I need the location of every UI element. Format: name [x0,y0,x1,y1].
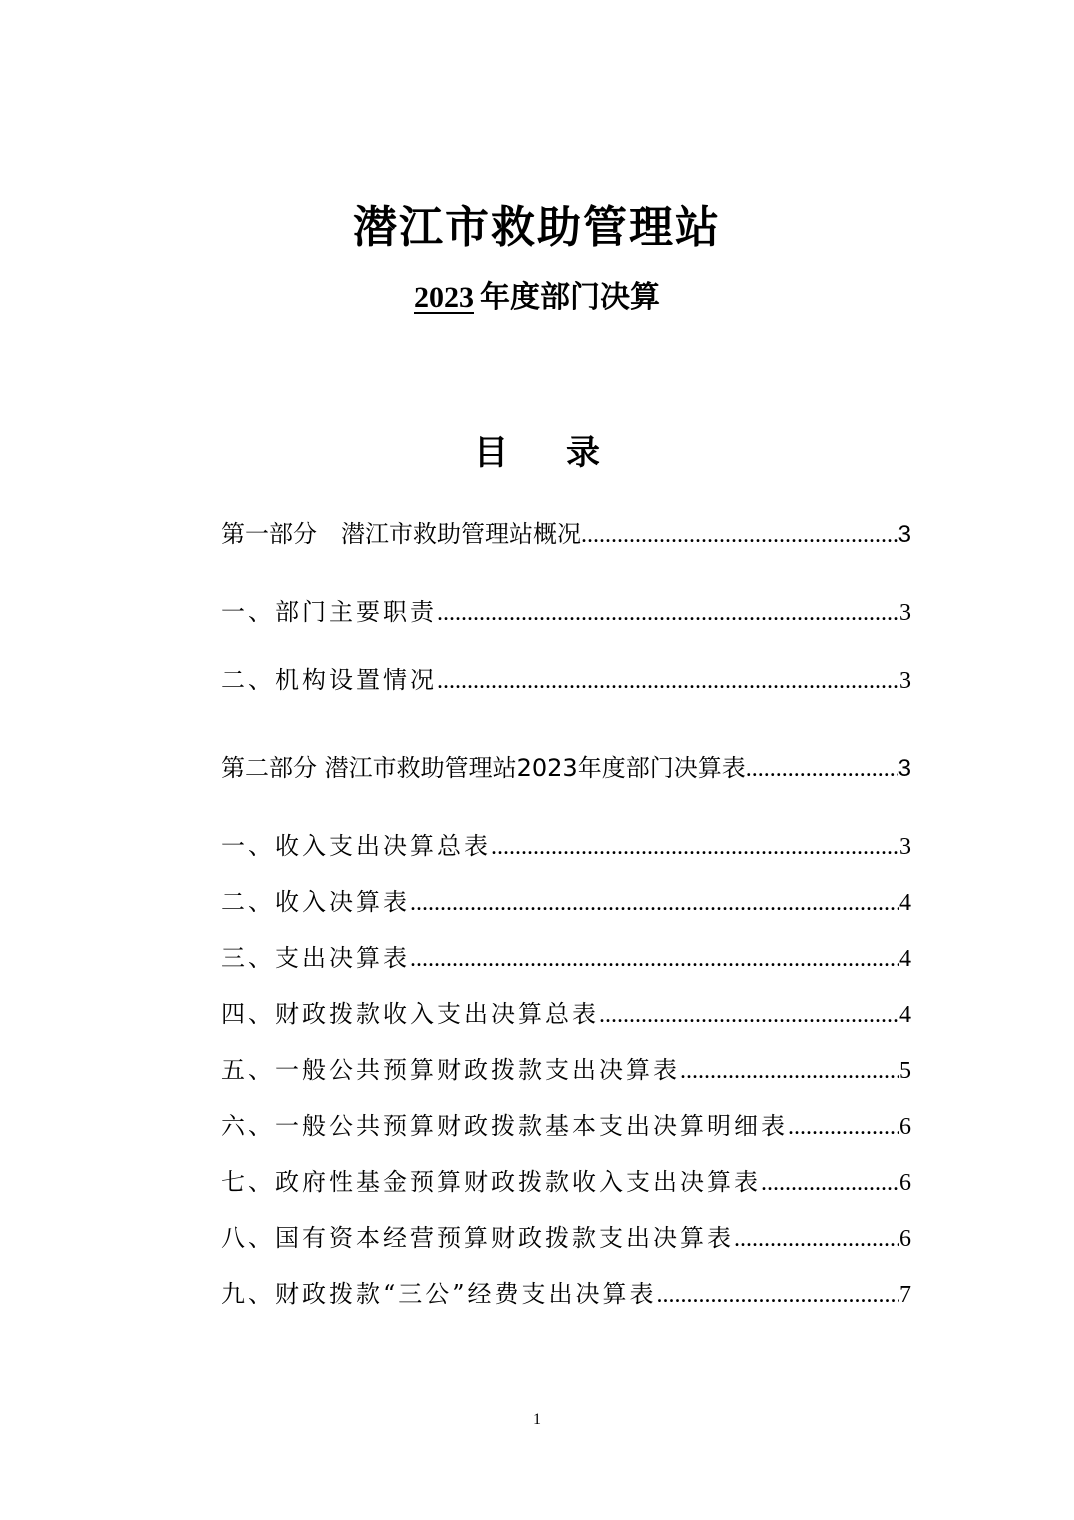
toc-entry-page: 6 [899,1114,911,1140]
toc-entry-label: 八、国有资本经营预算财政拨款支出决算表 [221,1224,734,1252]
toc-entry-label: 三、支出决算表 [221,944,410,972]
toc-entry-table-6[interactable] [221,1106,911,1146]
toc-entry-main-duties[interactable] [221,592,911,632]
toc-entry-page: 3 [899,600,911,626]
toc-leader-dots [599,995,899,1035]
toc-entry-page: 7 [899,1282,911,1308]
toc-entry-table-4[interactable] [221,994,911,1034]
toc-entry-label: 六、一般公共预算财政拨款基本支出决算明细表 [221,1112,788,1140]
toc-entry-part-two[interactable] [221,748,911,788]
toc-entry-label: 二、收入决算表 [221,888,410,916]
toc-leader-dots [734,1219,899,1259]
page-number: 1 [533,1411,541,1428]
toc-entry-page: 4 [899,1002,911,1028]
toc-entry-page: 6 [899,1170,911,1196]
toc-entry-label: 一、部门主要职责 [221,598,437,626]
toc-heading: 目录 [474,433,658,473]
toc-leader-dots [491,827,899,867]
table-of-contents [221,0,911,1520]
toc-entry-label: 四、财政拨款收入支出决算总表 [221,1000,599,1028]
toc-leader-dots [746,749,898,789]
toc-leader-dots [761,1163,899,1203]
toc-entry-page: 3 [897,755,911,782]
toc-entry-page: 3 [899,668,911,694]
toc-leader-dots [680,1051,899,1091]
toc-entry-label: 九、财政拨款“三公”经费支出决算表 [221,1280,657,1308]
toc-entry-label: 第一部分 潜江市救助管理站概况 [221,520,581,548]
toc-entry-label: 七、政府性基金预算财政拨款收入支出决算表 [221,1168,761,1196]
toc-leader-dots [788,1107,899,1147]
toc-entry-label: 一、收入支出决算总表 [221,832,491,860]
toc-entry-table-1[interactable] [221,826,911,866]
toc-entry-table-3[interactable] [221,938,911,978]
toc-entry-table-8[interactable] [221,1218,911,1258]
toc-leader-dots [657,1275,899,1315]
toc-entry-page: 3 [899,834,911,860]
toc-entry-page: 4 [899,890,911,916]
toc-entry-label: 第二部分 潜江市救助管理站2023年度部门决算表 [221,754,746,782]
document-title: 潜江市救助管理站 [353,202,721,253]
toc-entry-table-9[interactable] [221,1274,911,1314]
toc-entry-table-7[interactable] [221,1162,911,1202]
toc-entry-page: 6 [899,1226,911,1252]
toc-entry-table-5[interactable] [221,1050,911,1090]
toc-entry-organization[interactable] [221,660,911,700]
subtitle-text: 年度部门决算 [480,280,660,315]
toc-entry-page: 3 [897,521,911,548]
toc-leader-dots [581,515,898,555]
toc-leader-dots [410,939,899,979]
toc-leader-dots [437,661,899,701]
toc-leader-dots [437,593,899,633]
toc-entry-label: 二、机构设置情况 [221,666,437,694]
toc-entry-label: 五、一般公共预算财政拨款支出决算表 [221,1056,680,1084]
toc-leader-dots [410,883,899,923]
subtitle-year: 2023 [414,281,474,314]
toc-entry-page: 4 [899,946,911,972]
toc-entry-part-one[interactable] [221,514,911,554]
toc-entry-page: 5 [899,1058,911,1084]
toc-entry-table-2[interactable] [221,882,911,922]
